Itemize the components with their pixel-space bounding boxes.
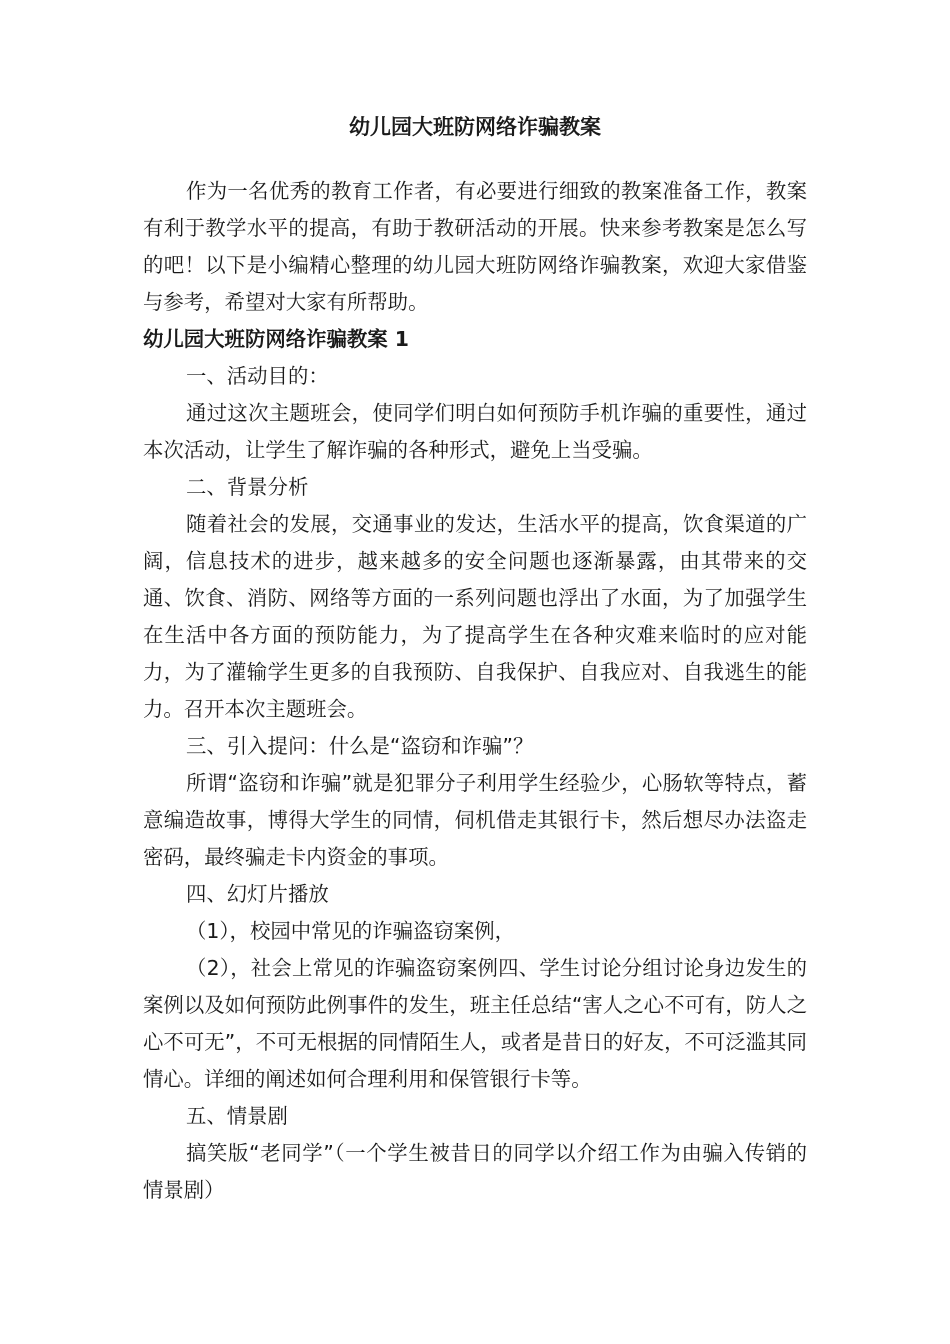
paragraph-activity-purpose: 通过这次主题班会，使同学们明白如何预防手机诈骗的重要性，通过本次活动，让学生了解诈骗的各种形式，避免上当受骗。 [143,401,807,462]
paragraph-sketch: 搞笑版“老同学”（一个学生被昔日的同学以介绍工作为由骗入传销的情景剧） [143,1141,807,1202]
paragraph-definition: 所谓“盗窃和诈骗”就是犯罪分子利用学生经验少，心肠软等特点，蓄意编造故事，博得大学生的同情，伺机借走其银行卡，然后想尽办法盗走密码，最终骗走卡内资金的事项。 [143,771,807,869]
heading-slide-show: 四、幻灯片播放 [186,882,329,906]
list-item-campus-cases: （1），校园中常见的诈骗盗窃案例， [186,919,516,943]
intro-paragraph: 作为一名优秀的教育工作者，有必要进行细致的教案准备工作，教案有利于教学水平的提高，有助于教研活动的开展。快来参考教案是怎么写的吧！以下是小编精心整理的幼儿园大班防网络诈骗教案，欢迎大家借鉴与参考，希望对大家有所帮助。 [143,179,807,314]
list-item-society-cases: （2），社会上常见的诈骗盗窃案例四、学生讨论分组讨论身边发生的案例以及如何预防此例事件的发生，班主任总结“害人之心不可有，防人之心不可无”，不可无根据的同情陌生人，或者是昔日的好友，不可泛滥其同情心。详细的阐述如何合理利用和保管银行卡等。 [143,956,807,1091]
heading-activity-purpose: 一、活动目的： [186,364,329,388]
document-body [143,173,807,1209]
document-title: 幼儿园大班防网络诈骗教案 [349,115,601,139]
section-heading: 幼儿园大班防网络诈骗教案 1 [143,327,409,351]
heading-background-analysis: 二、背景分析 [186,475,309,499]
heading-introduction-question: 三、引入提问：什么是“盗窃和诈骗”？ [186,734,534,758]
paragraph-background-analysis: 随着社会的发展，交通事业的发达，生活水平的提高，饮食渠道的广阔，信息技术的进步，越来越多的安全问题也逐渐暴露，由其带来的交通、饮食、消防、网络等方面的一系列问题也浮出了水面，为了加强学生在生活中各方面的预防能力，为了提高学生在各种灾难来临时的应对能力，为了灌输学生更多的自我预防、自我保护、自我应对、自我逃生的能力。召开本次主题班会。 [143,512,807,721]
heading-sketch: 五、情景剧 [186,1104,288,1128]
